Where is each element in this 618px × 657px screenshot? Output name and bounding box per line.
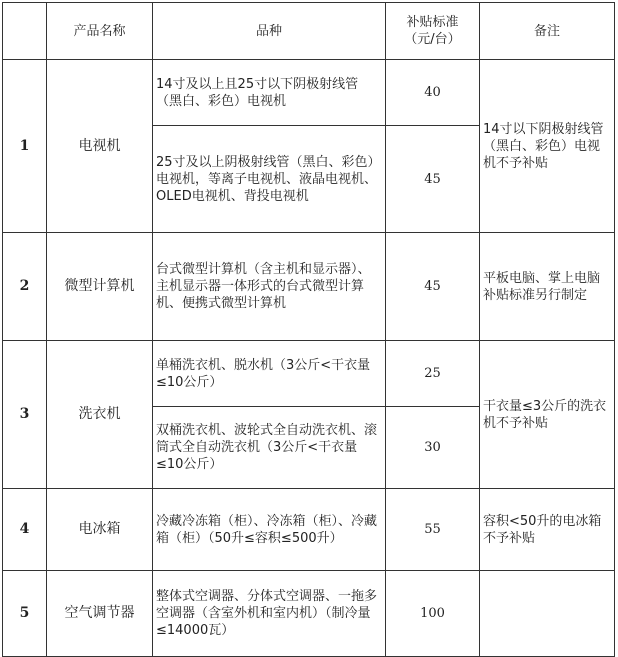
- note-cell: 平板电脑、掌上电脑补贴标准另行制定: [480, 233, 615, 341]
- header-row: [3, 3, 615, 60]
- note-cell: 容积<50升的电冰箱不予补贴: [480, 489, 615, 571]
- variety-cell: 单桶洗衣机、脱水机（3公斤<干衣量≤10公斤）: [153, 341, 386, 407]
- header-index: [3, 3, 47, 60]
- variety-cell: 双桶洗衣机、波轮式全自动洗衣机、滚筒式全自动洗衣机（3公斤<干衣量≤10公斤）: [153, 407, 386, 489]
- header-subsidy-standard: 补贴标准（元/台）: [386, 3, 480, 60]
- product-name: 微型计算机: [47, 233, 153, 341]
- table-row: [3, 60, 615, 126]
- subsidy-amount: 55: [386, 489, 480, 571]
- product-name: 电冰箱: [47, 489, 153, 571]
- product-name: 洗衣机: [47, 341, 153, 489]
- note-cell: [480, 571, 615, 657]
- row-index: 2: [3, 233, 47, 341]
- header-note: 备注: [480, 3, 615, 60]
- variety-cell: 整体式空调器、分体式空调器、一拖多空调器（含室外机和室内机）（制冷量≤14000瓦）: [153, 571, 386, 657]
- variety-cell: 冷藏冷冻箱（柜）、冷冻箱（柜）、冷藏箱（柜）（50升≤容积≤500升）: [153, 489, 386, 571]
- table-row: [3, 571, 615, 657]
- subsidy-amount: 45: [386, 233, 480, 341]
- variety-cell: 台式微型计算机（含主机和显示器）、主机显示器一体形式的台式微型计算机、便携式微型计算机: [153, 233, 386, 341]
- variety-cell: 25寸及以上阴极射线管（黑白、彩色）电视机，等离子电视机、液晶电视机、OLED电视机、背投电视机: [153, 126, 386, 233]
- subsidy-table: [2, 2, 615, 657]
- header-variety: 品种: [153, 3, 386, 60]
- table-row: [3, 341, 615, 407]
- row-index: 1: [3, 60, 47, 233]
- table-row: [3, 489, 615, 571]
- product-name: 电视机: [47, 60, 153, 233]
- header-product-name: 产品名称: [47, 3, 153, 60]
- note-cell: 干衣量≤3公斤的洗衣机不予补贴: [480, 341, 615, 489]
- product-name: 空气调节器: [47, 571, 153, 657]
- note-cell: 14寸以下阴极射线管（黑白、彩色）电视机不予补贴: [480, 60, 615, 233]
- subsidy-amount: 45: [386, 126, 480, 233]
- table-row: [3, 233, 615, 341]
- subsidy-amount: 30: [386, 407, 480, 489]
- variety-cell: 14寸及以上且25寸以下阴极射线管（黑白、彩色）电视机: [153, 60, 386, 126]
- subsidy-amount: 25: [386, 341, 480, 407]
- row-index: 4: [3, 489, 47, 571]
- row-index: 3: [3, 341, 47, 489]
- subsidy-amount: 100: [386, 571, 480, 657]
- subsidy-amount: 40: [386, 60, 480, 126]
- row-index: 5: [3, 571, 47, 657]
